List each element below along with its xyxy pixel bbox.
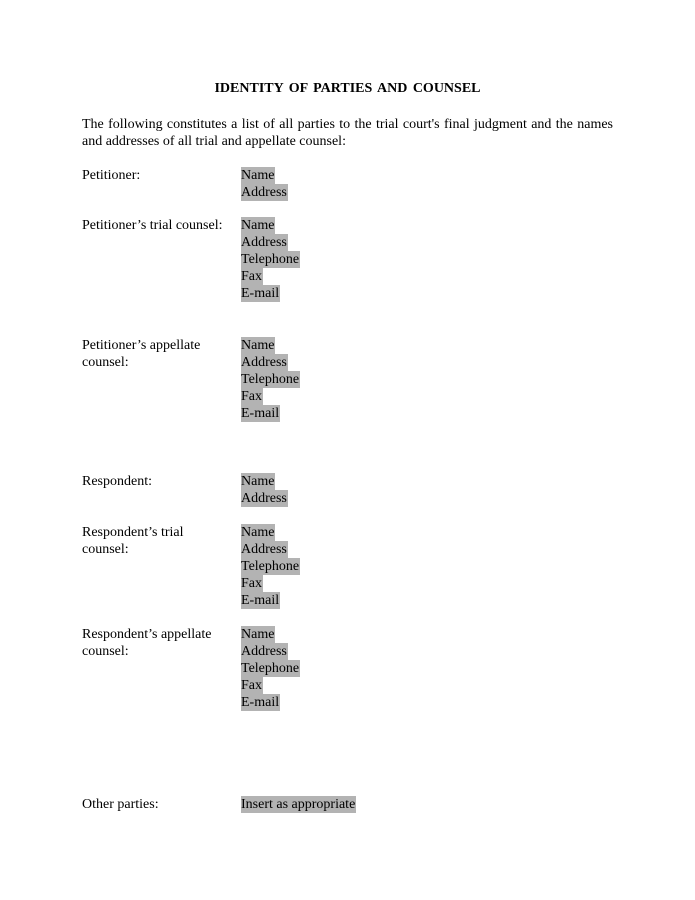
address-field[interactable]: Address (241, 355, 287, 370)
section-label: Petitioner’s trial counsel: (82, 218, 223, 233)
name-field[interactable]: Name (241, 627, 275, 642)
page-title: IDENTITY OF PARTIES AND COUNSEL (214, 81, 481, 96)
name-field[interactable]: Name (241, 525, 275, 540)
email-field[interactable]: E-mail (241, 593, 280, 608)
fax-field[interactable]: Fax (241, 269, 262, 284)
section-label: Petitioner’s appellate counsel: (82, 338, 201, 370)
email-field[interactable]: E-mail (241, 406, 280, 421)
insert-field[interactable]: Insert as appropriate (241, 797, 356, 812)
section-label: Petitioner: (82, 168, 141, 183)
email-field[interactable]: E-mail (241, 286, 280, 301)
field-list (241, 167, 288, 201)
section-label: Respondent’s appellate counsel: (82, 627, 212, 659)
name-field[interactable]: Name (241, 168, 275, 183)
name-field[interactable]: Name (241, 474, 275, 489)
name-field[interactable]: Name (241, 338, 275, 353)
telephone-field[interactable]: Telephone (241, 559, 300, 574)
address-field[interactable]: Address (241, 235, 287, 250)
section-label: Respondent’s trial counsel: (82, 525, 184, 557)
field-list (241, 626, 300, 711)
address-field[interactable]: Address (241, 491, 287, 506)
field-list (241, 524, 300, 609)
field-list (241, 796, 356, 813)
field-list (241, 217, 300, 302)
address-field[interactable]: Address (241, 185, 287, 200)
email-field[interactable]: E-mail (241, 695, 280, 710)
telephone-field[interactable]: Telephone (241, 252, 300, 267)
field-list (241, 473, 288, 507)
telephone-field[interactable]: Telephone (241, 372, 300, 387)
fax-field[interactable]: Fax (241, 576, 262, 591)
intro-paragraph: The following constitutes a list of all parties to the trial court's final judgment and the names and addresses of all trial and appellate counsel: (82, 117, 613, 149)
section-label: Other parties: (82, 797, 159, 812)
fax-field[interactable]: Fax (241, 678, 262, 693)
name-field[interactable]: Name (241, 218, 275, 233)
fax-field[interactable]: Fax (241, 389, 262, 404)
section-label: Respondent: (82, 474, 152, 489)
address-field[interactable]: Address (241, 644, 287, 659)
field-list (241, 337, 300, 422)
address-field[interactable]: Address (241, 542, 287, 557)
telephone-field[interactable]: Telephone (241, 661, 300, 676)
